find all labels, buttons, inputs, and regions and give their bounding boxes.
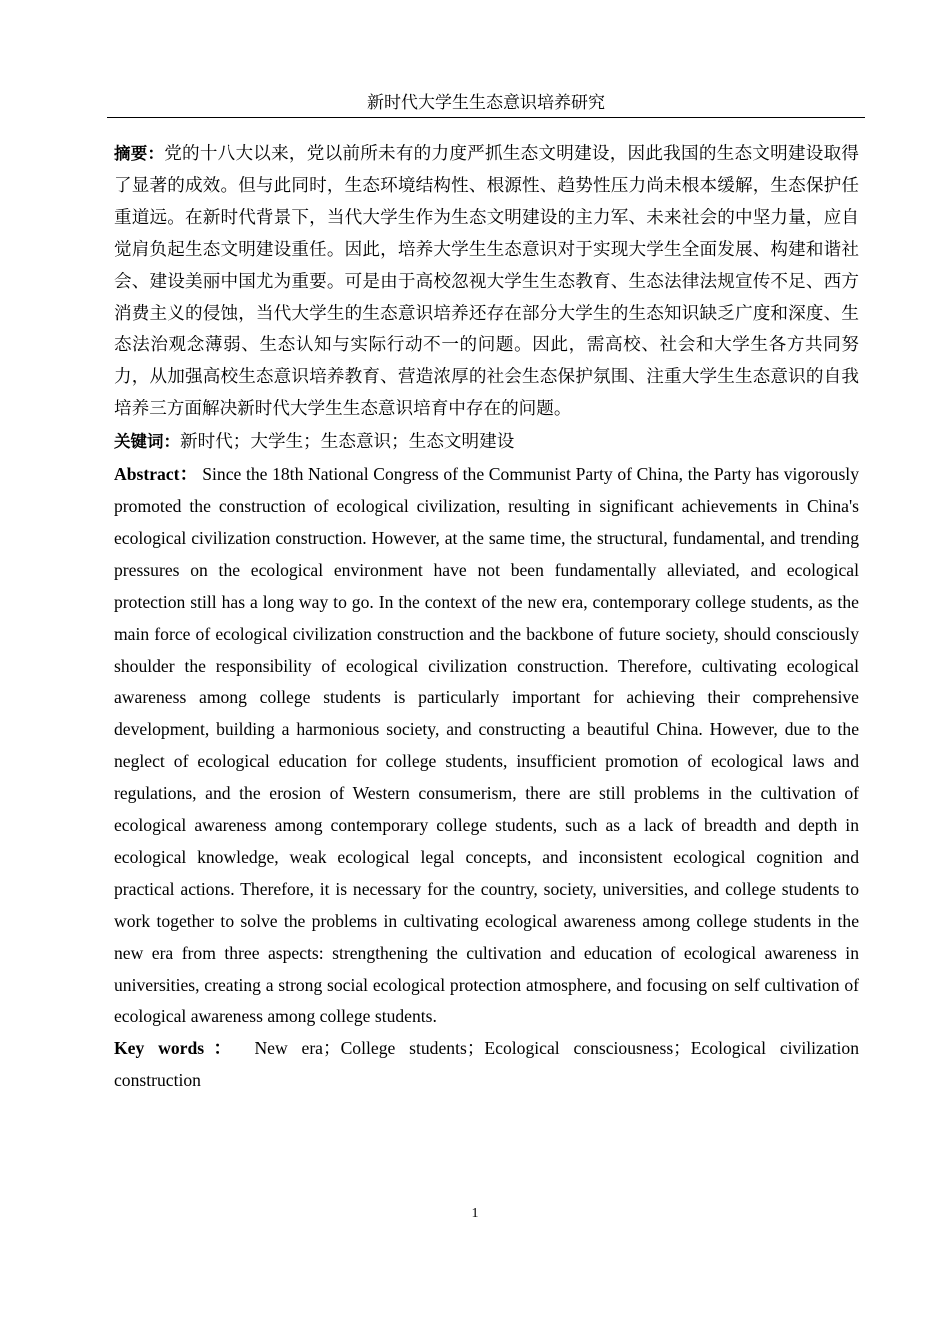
keywords-en-text: New era；College students；Ecological consciousness；Ecological civilization construction [114, 1038, 859, 1091]
keywords-en-paragraph [114, 1033, 859, 1097]
keywords-cn-label: 关键词： [114, 432, 180, 452]
header-title: 新时代大学生生态意识培养研究 [367, 93, 605, 113]
abstract-cn-text: 党的十八大以来，党以前所未有的力度严抓生态文明建设，因此我国的生态文明建设取得了显著的成效。但与此同时，生态环境结构性、根源性、趋势性压力尚未根本缓解，生态保护任重道远。在新时代背景下，当代大学生作为生态文明建设的主力军、未来社会的中坚力量，应自觉肩负起生态文明建设重任。因此，培养大学生生态意识对于实现大学生全面发展、构建和谐社会、建设美丽中国尤为重要。可是由于高校忽视大学生生态教育、生态法律法规宣传不足、西方消费主义的侵蚀，当代大学生的生态意识培养还存在部分大学生的生态知识缺乏广度和深度、生态法治观念薄弱、生态认知与实际行动不一的问题。因此，需高校、社会和大学生各方共同努力，从加强高校生态意识培养教育、营造浓厚的社会生态保护氛围、注重大学生生态意识的自我培养三方面解决新时代大学生生态意识培育中存在的问题。 [114, 144, 859, 420]
keywords-cn-text: 新时代；大学生；生态意识；生态文明建设 [180, 432, 515, 453]
keywords-cn-paragraph [114, 426, 859, 459]
running-header [107, 91, 865, 118]
abstract-cn-label: 摘要： [114, 144, 165, 163]
abstract-en-text: Since the 18th National Congress of the Communist Party of China, the Party has vigorously promoted the construction of ecological civilization, resulting in significant achievements in China's ecological civilization construction. However, at the same time, the structural, fundamental, and trending pressures on the ecological environment have not been fundamentally alleviated, and ecological protection still has a long way to go. In the context of the new era, contemporary college students, as the main force of ecological civilization construction and the backbone of future society, should consciously shoulder the responsibility of ecological civilization construction. Therefore, cultivating ecological awareness among college students is particularly important for achieving their comprehensive development, building a harmonious society, and constructing a beautiful China. However, due to the neglect of ecological education for college students, insufficient promotion of ecological laws and regulations, and the erosion of Western consumerism, there are still problems in the cultivation of ecological awareness among contemporary college students, such as a lack of breadth and depth in ecological knowledge, weak ecological legal concepts, and inconsistent ecological cognition and practical actions. Therefore, it is necessary for the country, society, universities, and college students to work together to solve the problems in cultivating ecological awareness among college students in the new era from three aspects: strengthening the cultivation and education of ecological awareness in universities, creating a strong social ecological protection atmosphere, and focusing on self cultivation of ecological awareness among college students. [114, 464, 859, 1027]
abstract-en-label: Abstract： [114, 464, 198, 485]
page-number: 1 [471, 1206, 479, 1221]
document-body [114, 138, 859, 1097]
keywords-en-label: Key words： [114, 1038, 241, 1059]
abstract-en-paragraph [114, 459, 859, 1033]
abstract-cn-paragraph [114, 138, 859, 426]
